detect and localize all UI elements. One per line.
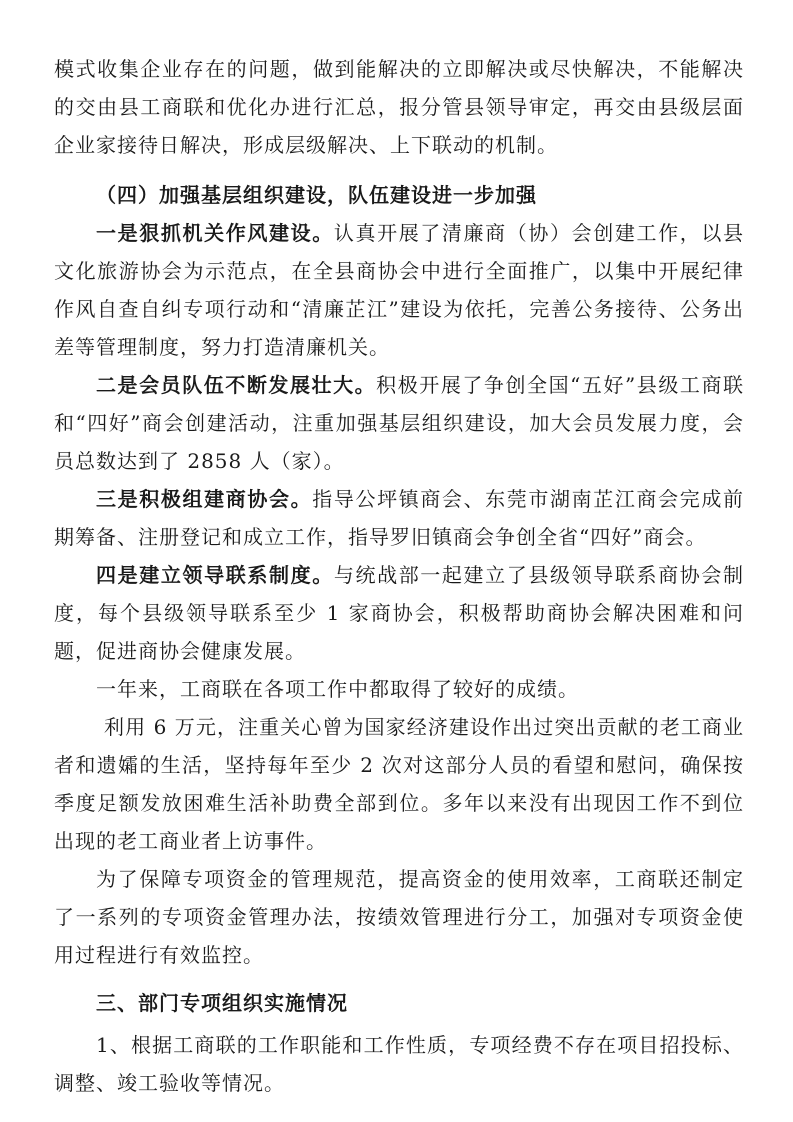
item-text-2: 积极开展了争创全国“五好”县级工商联和“四好”商会创建活动，注重加强基层组织建设，加大会员发展力度，会员总数达到了 2858 人（家）。 bbox=[54, 373, 744, 473]
item-lead-3: 三是积极组建商协会。 bbox=[96, 487, 313, 511]
item-text-1: 认真开展了清廉商（协）会创建工作，以县文化旅游协会为示范点，在全县商协会中进行全面推广，以集中开展纪律作风自查自纠专项行动和“清廉芷江”建设为依托，完善公务接待、公务出差等管理制度，努力打造清廉机关。 bbox=[54, 221, 745, 359]
item-paragraph-4 bbox=[54, 556, 744, 670]
fund-usage-paragraph: 利用 6 万元，注重关心曾为国家经济建设作出过突出贡献的老工商业者和遗孀的生活，坚持每年至少 2 次对这部分人员的看望和慰问，确保按季度足额发放困难生活补助费全部到位。多年以来没有出现因工作不到位出现的老工商业者上访事件。 bbox=[54, 715, 744, 853]
item-paragraph-1 bbox=[54, 214, 744, 366]
item-lead-2: 二是会员队伍不断发展壮大。 bbox=[96, 373, 377, 397]
item-lead-1: 一是狠抓机关作风建设。 bbox=[96, 221, 334, 245]
item-paragraph-2 bbox=[54, 366, 744, 480]
section-heading-three: 三、部门专项组织实施情况 bbox=[96, 991, 348, 1015]
document-page bbox=[54, 50, 744, 1102]
item-lead-4: 四是建立领导联系制度。 bbox=[96, 563, 334, 587]
implementation-paragraph-1: 1、根据工商联的工作职能和工作性质，专项经费不存在项目招投标、调整、竣工验收等情况。 bbox=[54, 1033, 744, 1095]
item-text-4: 与统战部一起建立了县级领导联系商协会制度，每个县级领导联系至少 1 家商协会，积极帮助商协会解决困难和问题，促进商协会健康发展。 bbox=[54, 563, 745, 663]
section-heading-four: （四）加强基层组织建设，队伍建设进一步加强 bbox=[96, 183, 537, 207]
item-text-3: 指导公坪镇商会、东莞市湖南芷江商会完成前期筹备、注册登记和成立工作，指导罗旧镇商会争创全省“四好”商会。 bbox=[54, 487, 745, 549]
intro-paragraph: 模式收集企业存在的问题，做到能解决的立即解决或尽快解决，不能解决的交由县工商联和优化办进行汇总，报分管县领导审定，再交由县级层面企业家接待日解决，形成层级解决、上下联动的机制。 bbox=[54, 57, 744, 157]
item-paragraph-3 bbox=[54, 480, 744, 556]
fund-management-paragraph: 为了保障专项资金的管理规范，提高资金的使用效率，工商联还制定了一系列的专项资金管理办法，按绩效管理进行分工，加强对专项资金使用过程进行有效监控。 bbox=[54, 867, 744, 967]
year-summary-paragraph: 一年来，工商联在各项工作中都取得了较好的成绩。 bbox=[96, 677, 579, 701]
